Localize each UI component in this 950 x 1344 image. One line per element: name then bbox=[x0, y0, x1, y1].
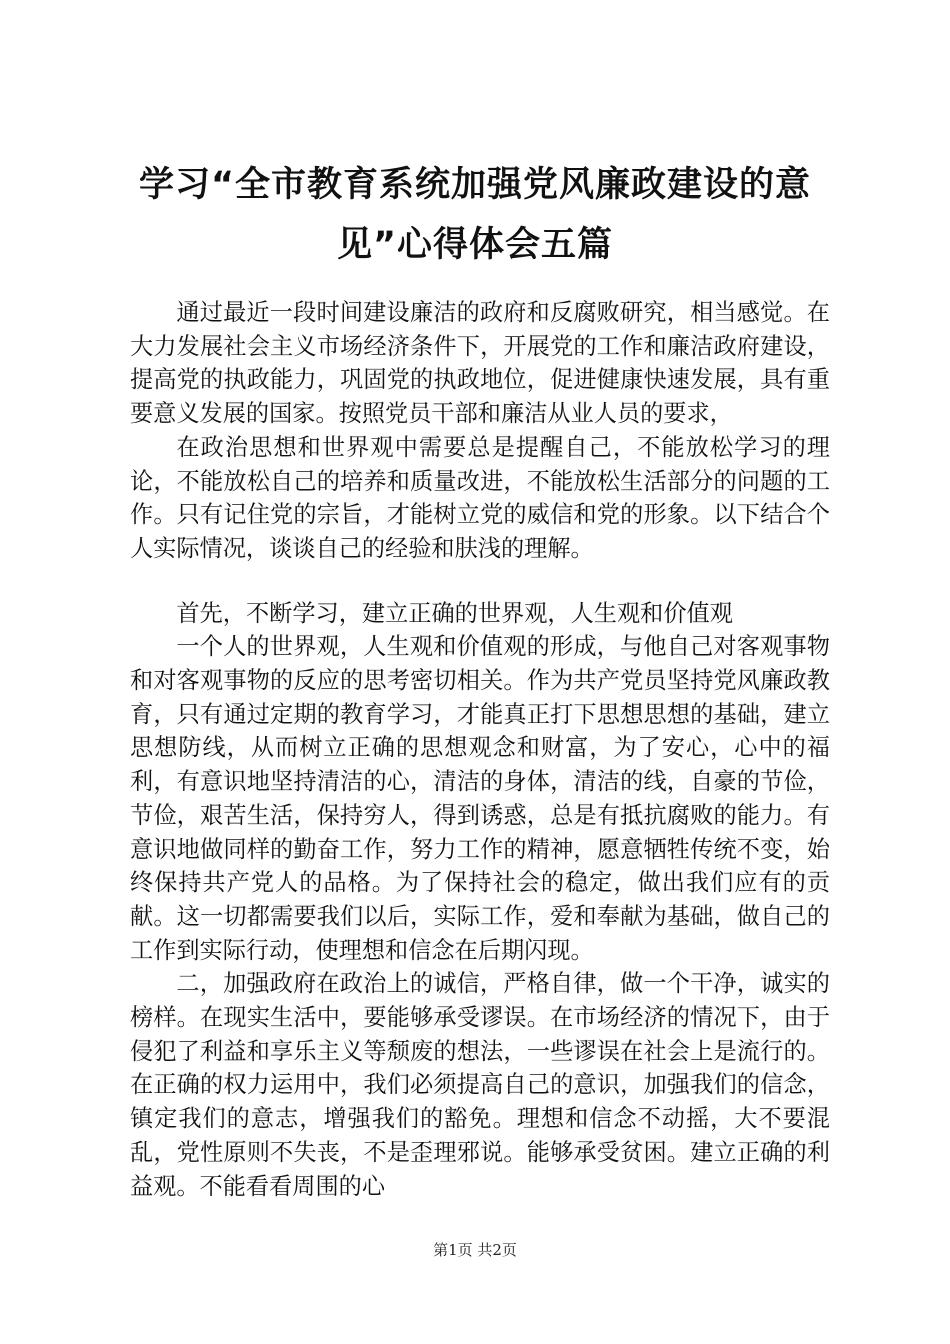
section-heading-first: 首先，不断学习，建立正确的世界观，人生观和价值观 bbox=[176, 599, 733, 627]
page-number-footer: 第1页 共2页 bbox=[433, 1241, 517, 1259]
document-title-line-2: 见”心得体会五篇 bbox=[336, 225, 613, 265]
paragraph-worldview: 一个人的世界观，人生观和价值观的形成，与他自己对客观事物和对客观事物的反应的思考密切相关。作为共产党员坚持党风廉政教育，只有通过定期的教育学习，才能真正打下思想思想的基础，建立思想防线，从而树立正确的思想观念和财富，为了安心，心中的福利，有意识地坚持清洁的心，清洁的身体，清洁的线，自豪的节俭，节俭，艰苦生活，保持穷人，得到诱惑，总是有抵抗腐败的能力。有意识地做同样的勤奋工作，努力工作的精神，愿意牺牲传统不变，始终保持共产党人的品格。为了保持社会的稳定，做出我们应有的贡献。这一切都需要我们以后，实际工作，爱和奉献为基础，做自己的工作到实际行动，使理想和信念在后期闪现。 bbox=[130, 633, 830, 964]
paragraph-integrity: 二，加强政府在政治上的诚信，严格自律，做一个干净，诚实的榜样。在现实生活中，要能够承受谬误。在市场经济的情况下，由于侵犯了利益和享乐主义等颓废的想法，一些谬误在社会上是流行的。在正确的权力运用中，我们必须提高自己的意识，加强我们的信念，镇定我们的意志，增强我们的豁免。理想和信念不动摇，大不要混乱，党性原则不失丧，不是歪理邪说。能够承受贫困。建立正确的利益观。不能看看周围的心 bbox=[130, 970, 830, 1200]
paragraph-intro: 通过最近一段时间建设廉洁的政府和反腐败研究，相当感觉。在大力发展社会主义市场经济条件下，开展党的工作和廉洁政府建设，提高党的执政能力，巩固党的执政地位，促进健康快速发展，具有重要意义发展的国家。按照党员干部和廉洁从业人员的要求， bbox=[130, 299, 830, 428]
document-title-line-1: 学习“全市教育系统加强党风廉政建设的意 bbox=[138, 165, 811, 205]
document-body bbox=[130, 296, 830, 1203]
paragraph-political-thought: 在政治思想和世界观中需要总是提醒自己，不能放松学习的理论，不能放松自己的培养和质量改进，不能放松生活部分的问题的工作。只有记住党的宗旨，才能树立党的威信和党的形象。以下结合个人实际情况，谈谈自己的经验和肤浅的理解。 bbox=[130, 433, 830, 562]
